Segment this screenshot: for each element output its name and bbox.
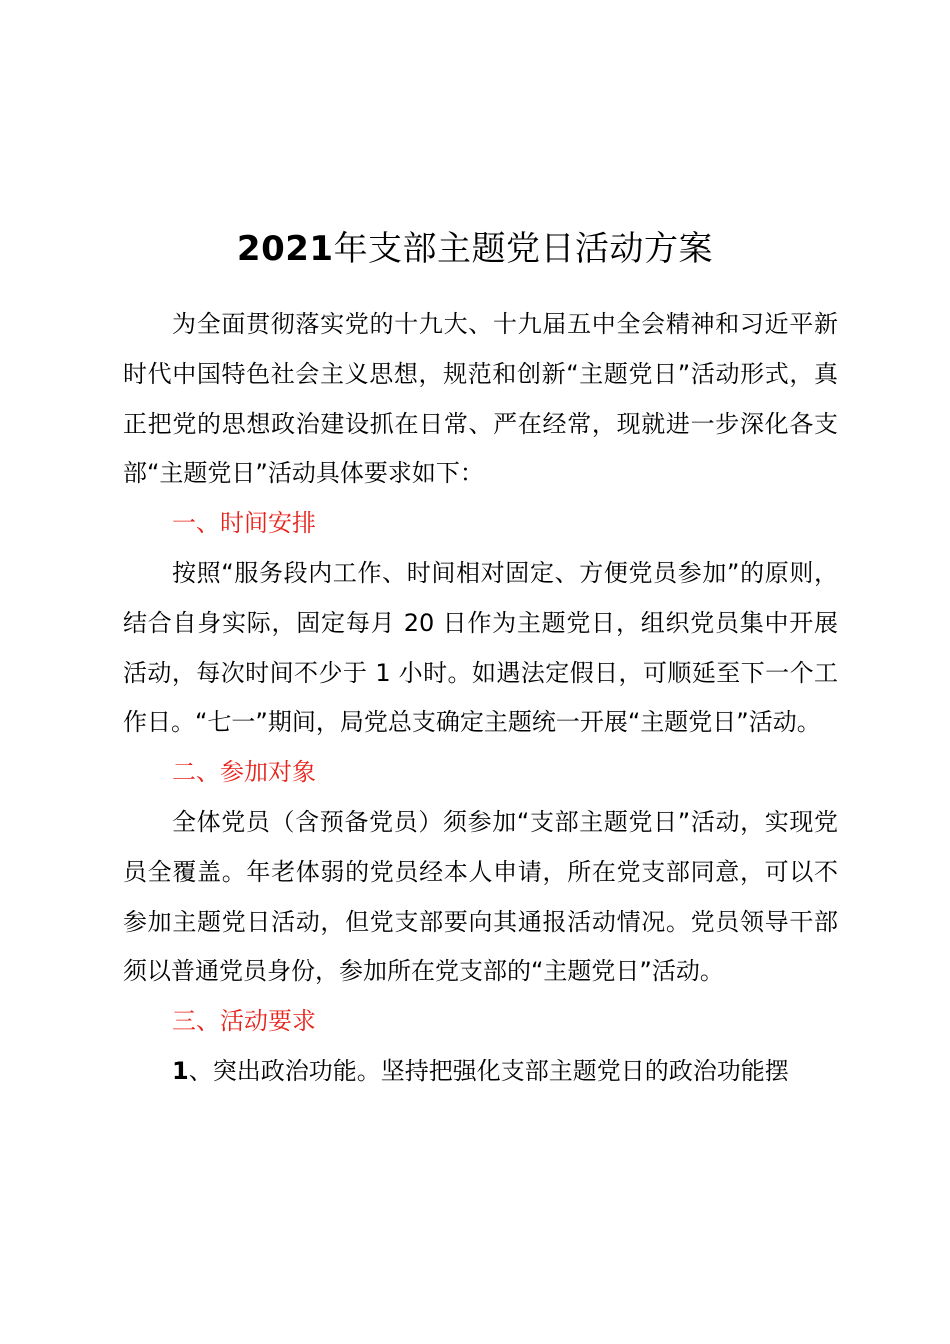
intro-paragraph: 为全面贯彻落实党的十九大、十九届五中全会精神和习近平新时代中国特色社会主义思想，规范和创新“主题党日”活动形式，真正把党的思想政治建设抓在日常、严在经常，现就进一步深化各支部“主题党日”活动具体要求如下： (123, 310, 838, 488)
title-text: 年支部主题党日活动方案 (333, 229, 714, 269)
title-year: 2021 (236, 229, 334, 269)
requirement-item-text: 、突出政治功能。坚持把强化支部主题党日的政治功能摆 (188, 1056, 789, 1085)
section-heading-requirements: 三、活动要求 (172, 1007, 316, 1036)
section-heading-time: 一、时间安排 (172, 509, 316, 538)
requirement-item-number: 1 (172, 1056, 189, 1085)
section-body-participants: 全体党员（含预备党员）须参加“支部主题党日”活动，实现党员全覆盖。年老体弱的党员经本人申请，所在党支部同意，可以不参加主题党日活动，但党支部要向其通报活动情况。党员领导干部须以普通党员身份，参加所在党支部的“主题党日”活动。 (123, 807, 838, 986)
requirement-item (123, 1047, 838, 1097)
document-title (0, 226, 950, 272)
document-body (123, 300, 838, 1097)
section-body-time: 按照“服务段内工作、时间相对固定、方便党员参加”的原则，结合自身实际，固定每月 20 日作为主题党日，组织党员集中开展活动，每次时间不少于 1 小时。如遇法定假日，可顺延至下一个工作日。“七一”期间，局党总支确定主题统一开展“主题党日”活动。 (123, 558, 838, 737)
section-heading-participants: 二、参加对象 (172, 758, 316, 787)
